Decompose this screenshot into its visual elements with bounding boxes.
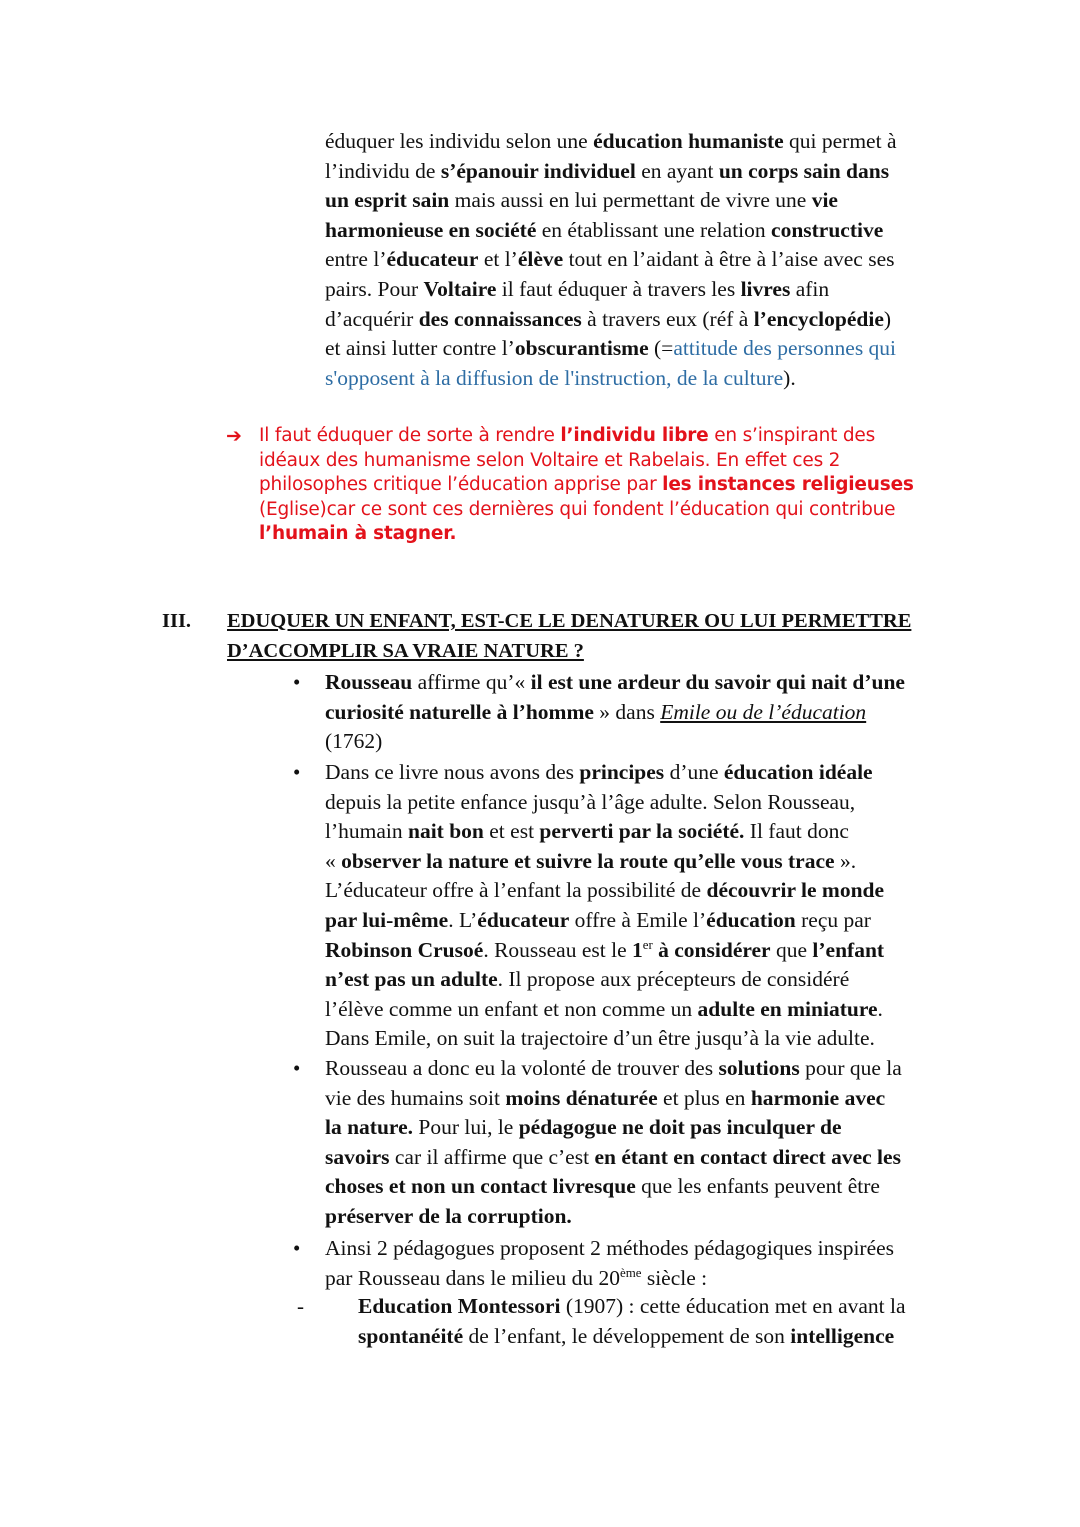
text-run: d’acquérir [325, 306, 419, 331]
text-run: . [877, 996, 883, 1021]
text-line [325, 668, 905, 698]
bold-text: intelligence [790, 1323, 895, 1348]
bold-text: n’est pas un adulte [325, 967, 498, 992]
text-line [325, 1264, 894, 1294]
text-line [325, 698, 905, 728]
bold-text: un esprit sain [325, 188, 450, 213]
text-run: l’élève comme un enfant et non comme un [325, 996, 698, 1021]
text-run: et plus en [657, 1085, 751, 1110]
text-line [259, 522, 914, 547]
text-line [259, 424, 914, 449]
text-line [325, 817, 884, 847]
text-line [325, 758, 884, 788]
bold-text: des connaissances [418, 306, 582, 331]
text-run: tout en l’aidant à être à l’aise avec ses [563, 247, 895, 272]
section-heading [227, 607, 911, 666]
text-line [227, 607, 911, 637]
bullet-icon: • [293, 760, 301, 784]
bold-text: éducateur [477, 907, 570, 932]
bold-text: principes [579, 760, 665, 784]
bold-text: élève [517, 247, 564, 272]
text-run: car il affirme que c’est [389, 1144, 595, 1169]
bold-text: s’épanouir individuel [440, 158, 636, 183]
bullet-item [325, 758, 884, 1054]
text-run: ). [783, 365, 796, 390]
bold-text: observer la nature et suivre la route qu’elle vous trace [341, 848, 835, 873]
section-number: III. [162, 610, 192, 632]
text-run: affirme qu’« [412, 670, 531, 694]
arrow-icon: ➔ [226, 425, 242, 447]
bold-text: par lui-même [325, 907, 449, 932]
text-run: Dans Emile, on suit la trajectoire d’un être jusqu’à la vie adulte. [325, 1026, 875, 1051]
text-line [325, 305, 897, 335]
text-line [259, 449, 914, 474]
bold-text: en étant en contact direct avec les [594, 1144, 901, 1169]
bold-text: l’encyclopédie [753, 306, 884, 331]
text-run: en ayant [635, 158, 719, 183]
text-run: d’une [664, 760, 724, 784]
bold-text: un corps sain dans [718, 158, 890, 183]
bold-text: l’enfant [812, 937, 885, 962]
text-line [325, 127, 897, 157]
bold-text: il est une ardeur du savoir qui nait d’une [530, 670, 905, 694]
bullet-icon: • [293, 1236, 301, 1260]
bold-text: vie [811, 188, 838, 213]
bold-text: l’humain à stagner. [259, 523, 457, 545]
bullet-icon: • [293, 670, 301, 694]
bold-text: la nature. [325, 1115, 413, 1140]
text-run: Dans ce livre nous avons des [325, 760, 580, 784]
text-run: ème [619, 1265, 642, 1280]
text-run: l’individu de [325, 158, 441, 183]
bold-text: éducation humaniste [593, 129, 784, 153]
text-line [325, 364, 897, 394]
bold-text: à considérer [652, 937, 771, 962]
text-line [325, 906, 884, 936]
bold-text: découvrir le monde [706, 878, 885, 903]
bold-text: moins dénaturée [505, 1085, 658, 1110]
bold-text: 1 [632, 937, 643, 962]
text-run: il faut éduquer à travers les [496, 276, 741, 301]
text-run: philosophes critique l’éducation apprise par [259, 474, 663, 496]
text-run: . L’ [448, 907, 478, 932]
text-run: Ainsi 2 pédagogues proposent 2 méthodes pédagogiques inspirées [325, 1236, 895, 1260]
text-run: Rousseau a donc eu la volonté de trouver des [325, 1056, 719, 1080]
text-run: L’éducateur offre à l’enfant la possibilité de [325, 878, 707, 903]
text-run: ) [883, 306, 892, 331]
text-run: ». [834, 848, 857, 873]
text-line [325, 995, 884, 1025]
text-run: et l’ [478, 247, 518, 272]
text-run: EDUQUER UN ENFANT, EST-CE LE DENATURER OU LUI PERMETTRE [227, 610, 912, 632]
bold-text: curiosité naturelle à l’homme [325, 699, 594, 724]
link-text: attitude des personnes qui [673, 336, 897, 361]
bold-text: pédagogue ne doit pas inculquer de [518, 1115, 842, 1140]
bold-text: solutions [718, 1056, 800, 1080]
text-run: (= [648, 336, 674, 361]
text-line [325, 936, 884, 966]
text-line [227, 637, 911, 667]
text-run: qui permet à [783, 129, 897, 153]
text-run: (1907) : cette éducation met en avant la [560, 1294, 906, 1318]
text-run: offre à Emile l’ [569, 907, 707, 932]
bullet-item [325, 1054, 902, 1232]
text-line [325, 965, 884, 995]
text-line [358, 1322, 906, 1352]
text-run: en s’inspirant des [708, 425, 876, 446]
bold-text: savoirs [325, 1144, 390, 1169]
text-run: idéaux des humanisme selon Voltaire et Rabelais. En effet ces 2 [259, 449, 841, 471]
text-run: que les enfants peuvent être [635, 1174, 880, 1199]
intro-paragraph [325, 127, 897, 393]
bold-text: livres [740, 276, 791, 301]
text-line [325, 876, 884, 906]
link-text: s'opposent à la diffusion de l'instruction, de la culture [325, 365, 784, 390]
sub-item [358, 1292, 906, 1351]
conclusion-paragraph [259, 424, 914, 547]
text-run: er [642, 937, 653, 952]
text-run: Il faut donc [744, 819, 849, 844]
bold-text: harmonieuse en société [325, 217, 537, 242]
text-line [325, 1202, 902, 1232]
text-line [325, 1234, 894, 1264]
text-run: siècle : [641, 1265, 708, 1290]
text-line [325, 1113, 902, 1143]
text-line [325, 216, 897, 246]
bold-text: spontanéité [358, 1323, 464, 1348]
bold-text: nait bon [408, 819, 484, 844]
text-run: par Rousseau dans le milieu du 20 [325, 1265, 620, 1290]
text-run: et ainsi lutter contre l’ [325, 336, 515, 361]
text-run: . Il propose aux précepteurs de considéré [497, 967, 850, 992]
bold-text: éducation idéale [723, 760, 873, 784]
text-run: à travers eux (réf à [581, 306, 754, 331]
text-line [325, 275, 897, 305]
text-line [325, 1172, 902, 1202]
text-run: (Eglise)car ce sont ces dernières qui fondent l’éducation qui contribue [259, 498, 896, 520]
text-line [325, 727, 905, 757]
text-run: en établissant une relation [536, 217, 772, 242]
text-run: afin [790, 276, 830, 301]
text-run: de l’enfant, le développement de son [463, 1323, 791, 1348]
text-run: (1762) [325, 729, 383, 754]
bold-text: Voltaire [423, 276, 497, 301]
bold-text: harmonie avec [750, 1085, 886, 1110]
text-run: mais aussi en lui permettant de vivre une [449, 188, 812, 213]
bold-text: l’individu libre [560, 425, 709, 446]
bullet-icon: • [293, 1056, 301, 1080]
text-run: « [325, 848, 342, 873]
text-line [325, 788, 884, 818]
text-line [325, 157, 897, 187]
text-run: entre l’ [325, 247, 387, 272]
text-run: Il faut éduquer de sorte à rendre [259, 425, 561, 446]
text-run: » dans [593, 699, 661, 724]
bold-text: éducateur [386, 247, 479, 272]
text-line [325, 847, 884, 877]
text-line [325, 1054, 902, 1084]
text-line [325, 1143, 902, 1173]
text-line [325, 1024, 884, 1054]
text-run: Pour lui, le [413, 1115, 519, 1140]
bold-text: constructive [771, 217, 884, 242]
text-run: D’ACCOMPLIR SA VRAIE NATURE ? [227, 639, 584, 662]
text-run: que [770, 937, 813, 962]
bold-text: Robinson Crusoé [325, 937, 484, 962]
text-run: pour que la [799, 1056, 902, 1080]
text-line [259, 473, 914, 498]
bold-text: perverti par la société. [539, 819, 745, 844]
text-line [325, 186, 897, 216]
text-line [325, 245, 897, 275]
bold-text: éducation [706, 907, 796, 932]
text-run: reçu par [795, 907, 871, 932]
bold-text: les instances religieuses [662, 474, 914, 496]
text-run: depuis la petite enfance jusqu’à l’âge adulte. Selon Rousseau, [325, 789, 856, 814]
text-line [325, 334, 897, 364]
book-title: Emile ou de l’éducation [660, 699, 867, 724]
bullet-item [325, 1234, 894, 1293]
bullet-item [325, 668, 905, 757]
text-run: . Rousseau est le [483, 937, 632, 962]
bold-text: Education Montessori [358, 1294, 561, 1318]
text-run: l’humain [325, 819, 408, 844]
text-line [325, 1084, 902, 1114]
text-run: et est [483, 819, 540, 844]
bold-text: choses et non un contact livresque [325, 1174, 636, 1199]
bold-text: obscurantisme [514, 336, 649, 361]
text-line [358, 1292, 906, 1322]
text-line [259, 498, 914, 523]
dash-icon: - [297, 1294, 304, 1318]
bold-text: préserver de la corruption. [325, 1203, 572, 1228]
bold-text: adulte en miniature [697, 996, 878, 1021]
bold-text: Rousseau [325, 670, 413, 694]
text-run: vie des humains soit [325, 1085, 506, 1110]
text-run: pairs. Pour [325, 276, 424, 301]
text-run: éduquer les individu selon une [325, 129, 594, 153]
